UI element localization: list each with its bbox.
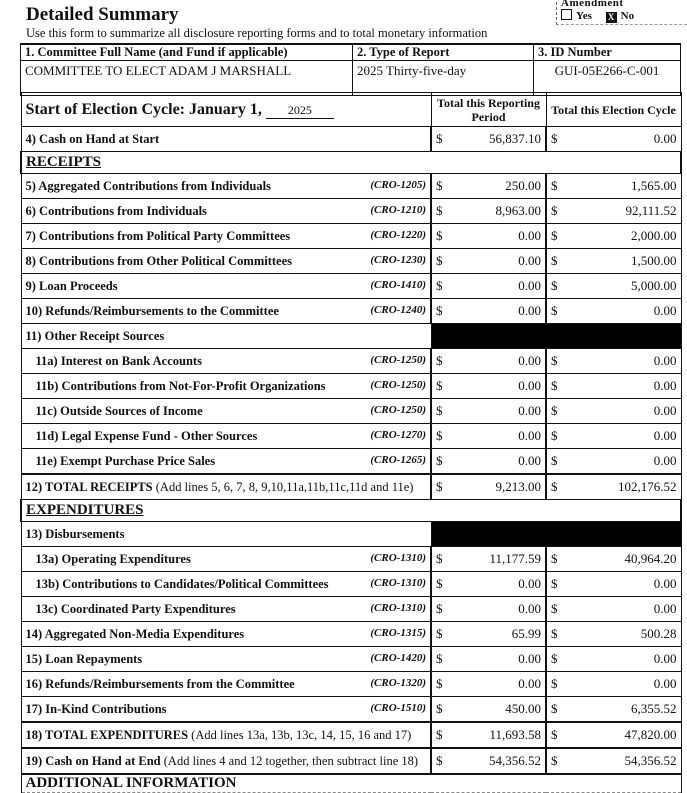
election-cycle-amount xyxy=(546,249,681,274)
form-code: (CRO-1265) xyxy=(370,453,426,466)
dollar-sign: $ xyxy=(551,753,558,768)
line-label: 18) TOTAL EXPENDITURES xyxy=(25,727,189,742)
additional-info-row xyxy=(21,774,681,793)
table-row xyxy=(21,722,681,748)
amount-value: 0.00 xyxy=(653,428,677,443)
election-cycle-amount xyxy=(546,697,681,723)
dollar-sign: $ xyxy=(436,131,443,146)
amount-value: 0.00 xyxy=(518,403,541,418)
amendment-box xyxy=(556,0,687,25)
line-item xyxy=(21,127,431,152)
amount-value: 0.00 xyxy=(518,651,541,666)
dollar-sign: $ xyxy=(551,479,558,494)
amount-value: 40,964.20 xyxy=(624,551,677,566)
reporting-period-amount xyxy=(431,722,546,748)
table-row xyxy=(21,299,681,324)
dollar-sign: $ xyxy=(551,626,558,641)
amount-value: 11,177.59 xyxy=(489,551,541,566)
amount-value: 0.00 xyxy=(518,378,541,393)
summary-table xyxy=(20,92,682,793)
form-instructions: Use this form to summarize all disclosure reporting forms and to total monetary information xyxy=(26,26,488,40)
reporting-period-amount xyxy=(431,349,546,374)
table-row xyxy=(21,424,681,449)
reporting-period-amount xyxy=(431,672,546,697)
report-type-value: 2025 Thirty-five-day xyxy=(353,61,534,96)
amount-value: 0.00 xyxy=(653,453,677,468)
reporting-period-amount xyxy=(431,224,546,249)
dollar-sign: $ xyxy=(436,428,443,443)
election-cycle-amount xyxy=(546,274,681,299)
reporting-period-amount xyxy=(431,547,546,572)
amendment-no-checkbox[interactable]: X xyxy=(606,12,617,23)
table-row xyxy=(21,399,681,424)
table-row xyxy=(21,697,681,723)
reporting-period-amount xyxy=(431,199,546,224)
election-cycle-year: 2025 xyxy=(266,103,334,119)
line-item xyxy=(21,622,431,647)
reporting-period-amount xyxy=(431,572,546,597)
dollar-sign: $ xyxy=(436,378,443,393)
section-heading: EXPENDITURES xyxy=(21,500,681,522)
form-code: (CRO-1205) xyxy=(370,178,426,191)
amount-value: 6,355.52 xyxy=(631,701,677,716)
committee-name-label: 1. Committee Full Name (and Fund if applicable) xyxy=(21,44,353,61)
dollar-sign: $ xyxy=(436,601,443,616)
dollar-sign: $ xyxy=(551,576,558,591)
line-item xyxy=(21,547,431,572)
disbursements-row xyxy=(21,522,681,547)
dollar-sign: $ xyxy=(551,551,558,566)
dollar-sign: $ xyxy=(436,676,443,691)
amount-value: 92,111.52 xyxy=(625,203,677,218)
dollar-sign: $ xyxy=(551,253,558,268)
reporting-period-amount xyxy=(431,299,546,324)
amount-value: 0.00 xyxy=(653,303,677,318)
reporting-period-amount xyxy=(431,274,546,299)
dollar-sign: $ xyxy=(551,228,558,243)
dollar-sign: $ xyxy=(551,203,558,218)
line-label: 6) Contributions from Individuals xyxy=(25,203,207,218)
dollar-sign: $ xyxy=(551,353,558,368)
subsection-label: 11) Other Receipt Sources xyxy=(21,324,431,349)
election-cycle-amount xyxy=(546,174,681,199)
reporting-period-amount xyxy=(431,374,546,399)
amendment-yes-label: Yes xyxy=(576,10,592,22)
table-row xyxy=(21,748,681,774)
dollar-sign: $ xyxy=(436,651,443,666)
line-item xyxy=(21,249,431,274)
election-cycle-label: Start of Election Cycle: January 1, xyxy=(25,100,262,118)
amount-value: 0.00 xyxy=(653,353,677,368)
amount-value: 0.00 xyxy=(653,378,677,393)
line-note: (Add lines 5, 6, 7, 8, 9,10,11a,11b,11c,11d and 11e) xyxy=(155,479,414,494)
amount-value: 0.00 xyxy=(653,651,677,666)
dollar-sign: $ xyxy=(436,178,443,193)
committee-name-value: COMMITTEE TO ELECT ADAM J MARSHALL xyxy=(21,61,353,96)
table-row xyxy=(21,374,681,399)
amount-value: 102,176.52 xyxy=(618,479,677,494)
line-item xyxy=(21,374,431,399)
amount-value: 0.00 xyxy=(518,601,541,616)
dollar-sign: $ xyxy=(551,676,558,691)
line-label: 4) Cash on Hand at Start xyxy=(25,131,160,146)
line-label: 14) Aggregated Non-Media Expenditures xyxy=(25,626,245,641)
dollar-sign: $ xyxy=(436,253,443,268)
line-item xyxy=(21,274,431,299)
line-item xyxy=(21,697,431,723)
election-cycle-amount xyxy=(546,547,681,572)
additional-info-heading: ADDITIONAL INFORMATION xyxy=(21,774,681,793)
amount-value: 450.00 xyxy=(505,701,541,716)
dollar-sign: $ xyxy=(551,727,558,742)
election-cycle-amount xyxy=(546,622,681,647)
reporting-period-amount xyxy=(431,127,546,152)
form-code: (CRO-1320) xyxy=(370,676,426,689)
amount-value: 0.00 xyxy=(518,253,541,268)
line-item xyxy=(21,572,431,597)
line-label: 19) Cash on Hand at End xyxy=(25,753,161,768)
election-cycle-amount xyxy=(546,127,681,152)
line-label: 17) In-Kind Contributions xyxy=(25,701,167,716)
dollar-sign: $ xyxy=(436,228,443,243)
amount-value: 47,820.00 xyxy=(624,727,677,742)
election-cycle-amount xyxy=(546,474,681,500)
shaded-cell xyxy=(431,324,681,349)
table-row xyxy=(21,474,681,500)
amount-value: 0.00 xyxy=(518,676,541,691)
election-cycle-amount xyxy=(546,299,681,324)
form-code: (CRO-1220) xyxy=(370,228,426,241)
amount-value: 0.00 xyxy=(518,353,541,368)
line-item xyxy=(21,722,431,748)
dollar-sign: $ xyxy=(551,278,558,293)
reporting-period-amount xyxy=(431,597,546,622)
form-code: (CRO-1250) xyxy=(370,378,426,391)
form-code: (CRO-1310) xyxy=(370,551,426,564)
election-cycle-amount xyxy=(546,672,681,697)
table-row xyxy=(21,547,681,572)
amount-value: 0.00 xyxy=(518,453,541,468)
form-code: (CRO-1240) xyxy=(370,303,426,316)
dollar-sign: $ xyxy=(436,727,443,742)
form-code: (CRO-1210) xyxy=(370,203,426,216)
line-item xyxy=(21,199,431,224)
dollar-sign: $ xyxy=(551,378,558,393)
line-label: 11a) Interest on Bank Accounts xyxy=(35,353,202,368)
election-cycle-amount xyxy=(546,199,681,224)
dollar-sign: $ xyxy=(436,303,443,318)
dollar-sign: $ xyxy=(551,403,558,418)
table-row xyxy=(21,597,681,622)
election-cycle-start xyxy=(21,93,431,127)
amount-value: 0.00 xyxy=(653,403,677,418)
id-number-label: 3. ID Number xyxy=(534,44,681,61)
table-row xyxy=(21,647,681,672)
line-item xyxy=(21,399,431,424)
amount-value: 500.28 xyxy=(640,626,677,641)
shaded-cell xyxy=(431,522,681,547)
amount-value: 0.00 xyxy=(653,576,677,591)
table-row xyxy=(21,199,681,224)
dollar-sign: $ xyxy=(436,353,443,368)
line-label: 12) TOTAL RECEIPTS xyxy=(25,479,153,494)
line-label: 11b) Contributions from Not-For-Profit Organizations xyxy=(35,378,326,393)
election-cycle-amount xyxy=(546,374,681,399)
table-row xyxy=(21,274,681,299)
form-code: (CRO-1250) xyxy=(370,353,426,366)
dollar-sign: $ xyxy=(551,701,558,716)
dollar-sign: $ xyxy=(436,551,443,566)
election-cycle-amount xyxy=(546,597,681,622)
amount-value: 0.00 xyxy=(653,601,677,616)
table-row xyxy=(21,449,681,475)
amendment-no-label: No xyxy=(620,10,635,22)
table-row xyxy=(21,349,681,374)
election-cycle-amount xyxy=(546,424,681,449)
line-item xyxy=(21,349,431,374)
col-header-election-cycle: Total this Election Cycle xyxy=(546,93,681,127)
id-number-value: GUI-05E266-C-001 xyxy=(534,61,681,96)
dollar-sign: $ xyxy=(436,701,443,716)
line-label: 8) Contributions from Other Political Committees xyxy=(25,253,293,268)
dollar-sign: $ xyxy=(551,651,558,666)
committee-info-table xyxy=(20,43,681,96)
receipts-section xyxy=(21,152,681,174)
reporting-period-amount xyxy=(431,647,546,672)
line-label: 11c) Outside Sources of Income xyxy=(35,403,203,418)
amount-value: 54,356.52 xyxy=(624,753,677,768)
reporting-period-amount xyxy=(431,424,546,449)
table-row xyxy=(21,127,681,152)
amount-value: 1,500.00 xyxy=(631,253,677,268)
dollar-sign: $ xyxy=(436,203,443,218)
dollar-sign: $ xyxy=(436,278,443,293)
line-label: 10) Refunds/Reimbursements to the Committee xyxy=(25,303,279,318)
amount-value: 9,213.00 xyxy=(495,479,541,494)
amount-value: 0.00 xyxy=(518,228,541,243)
page-title: Detailed Summary xyxy=(26,4,179,25)
line-label: 13a) Operating Expenditures xyxy=(35,551,191,566)
line-label: 7) Contributions from Political Party Committees xyxy=(25,228,291,243)
table-row xyxy=(21,572,681,597)
amount-value: 8,963.00 xyxy=(495,203,541,218)
amount-value: 11,693.58 xyxy=(489,727,541,742)
form-code: (CRO-1310) xyxy=(370,601,426,614)
dollar-sign: $ xyxy=(551,303,558,318)
reporting-period-amount xyxy=(431,474,546,500)
amount-value: 54,356.52 xyxy=(489,753,541,768)
section-heading: RECEIPTS xyxy=(21,152,681,174)
amount-value: 0.00 xyxy=(653,131,677,146)
expenditures-section xyxy=(21,500,681,522)
dollar-sign: $ xyxy=(551,131,558,146)
dollar-sign: $ xyxy=(436,576,443,591)
election-cycle-amount xyxy=(546,224,681,249)
reporting-period-amount xyxy=(431,697,546,723)
other-receipts-row xyxy=(21,324,681,349)
reporting-period-amount xyxy=(431,399,546,424)
reporting-period-amount xyxy=(431,449,546,475)
line-label: 16) Refunds/Reimbursements from the Committee xyxy=(25,676,295,691)
form-code: (CRO-1230) xyxy=(370,253,426,266)
amount-value: 2,000.00 xyxy=(631,228,677,243)
subsection-label: 13) Disbursements xyxy=(21,522,431,547)
form-code: (CRO-1420) xyxy=(370,651,426,664)
line-label: 15) Loan Repayments xyxy=(25,651,143,666)
line-label: 13b) Contributions to Candidates/Political Committees xyxy=(35,576,329,591)
form-code: (CRO-1270) xyxy=(370,428,426,441)
table-row xyxy=(21,174,681,199)
line-note: (Add lines 4 and 12 together, then subtract line 18) xyxy=(163,753,419,768)
line-label: 11e) Exempt Purchase Price Sales xyxy=(35,453,216,468)
reporting-period-amount xyxy=(431,622,546,647)
line-item xyxy=(21,647,431,672)
line-label: 5) Aggregated Contributions from Individuals xyxy=(25,178,271,193)
line-label: 13c) Coordinated Party Expenditures xyxy=(35,601,236,616)
line-item xyxy=(21,597,431,622)
reporting-period-amount xyxy=(431,174,546,199)
amendment-yes-checkbox[interactable] xyxy=(561,9,572,20)
election-cycle-amount xyxy=(546,647,681,672)
amount-value: 56,837.10 xyxy=(489,131,541,146)
form-code: (CRO-1310) xyxy=(370,576,426,589)
amendment-label: Amendment xyxy=(561,0,624,9)
election-cycle-amount xyxy=(546,748,681,774)
amount-value: 0.00 xyxy=(518,303,541,318)
amount-value: 250.00 xyxy=(505,178,541,193)
amount-value: 0.00 xyxy=(653,676,677,691)
amount-value: 0.00 xyxy=(518,576,541,591)
dollar-sign: $ xyxy=(551,453,558,468)
election-cycle-amount xyxy=(546,572,681,597)
line-item xyxy=(21,449,431,475)
dollar-sign: $ xyxy=(436,626,443,641)
line-item xyxy=(21,224,431,249)
election-cycle-amount xyxy=(546,449,681,475)
col-header-reporting-period: Total this Reporting Period xyxy=(431,93,546,127)
amount-value: 5,000.00 xyxy=(631,278,677,293)
amount-value: 1,565.00 xyxy=(631,178,677,193)
dollar-sign: $ xyxy=(436,403,443,418)
dollar-sign: $ xyxy=(551,428,558,443)
form-code: (CRO-1510) xyxy=(370,701,426,714)
reporting-period-amount xyxy=(431,748,546,774)
line-label: 11d) Legal Expense Fund - Other Sources xyxy=(35,428,258,443)
line-item xyxy=(21,672,431,697)
dollar-sign: $ xyxy=(436,753,443,768)
amount-value: 0.00 xyxy=(518,428,541,443)
reporting-period-amount xyxy=(431,249,546,274)
form-code: (CRO-1250) xyxy=(370,403,426,416)
amount-value: 65.99 xyxy=(511,626,541,641)
line-item xyxy=(21,299,431,324)
election-cycle-amount xyxy=(546,399,681,424)
table-row xyxy=(21,249,681,274)
line-label: 9) Loan Proceeds xyxy=(25,278,118,293)
dollar-sign: $ xyxy=(551,601,558,616)
line-item xyxy=(21,748,431,774)
dollar-sign: $ xyxy=(436,479,443,494)
line-item xyxy=(21,424,431,449)
table-row xyxy=(21,672,681,697)
line-note: (Add lines 13a, 13b, 13c, 14, 15, 16 and 17) xyxy=(191,727,412,742)
amount-value: 0.00 xyxy=(518,278,541,293)
table-row xyxy=(21,622,681,647)
form-code: (CRO-1410) xyxy=(370,278,426,291)
election-cycle-amount xyxy=(546,722,681,748)
form-code: (CRO-1315) xyxy=(370,626,426,639)
line-item xyxy=(21,174,431,199)
dollar-sign: $ xyxy=(551,178,558,193)
election-cycle-amount xyxy=(546,349,681,374)
report-type-label: 2. Type of Report xyxy=(353,44,534,61)
line-item xyxy=(21,474,431,500)
table-row xyxy=(21,224,681,249)
dollar-sign: $ xyxy=(436,453,443,468)
